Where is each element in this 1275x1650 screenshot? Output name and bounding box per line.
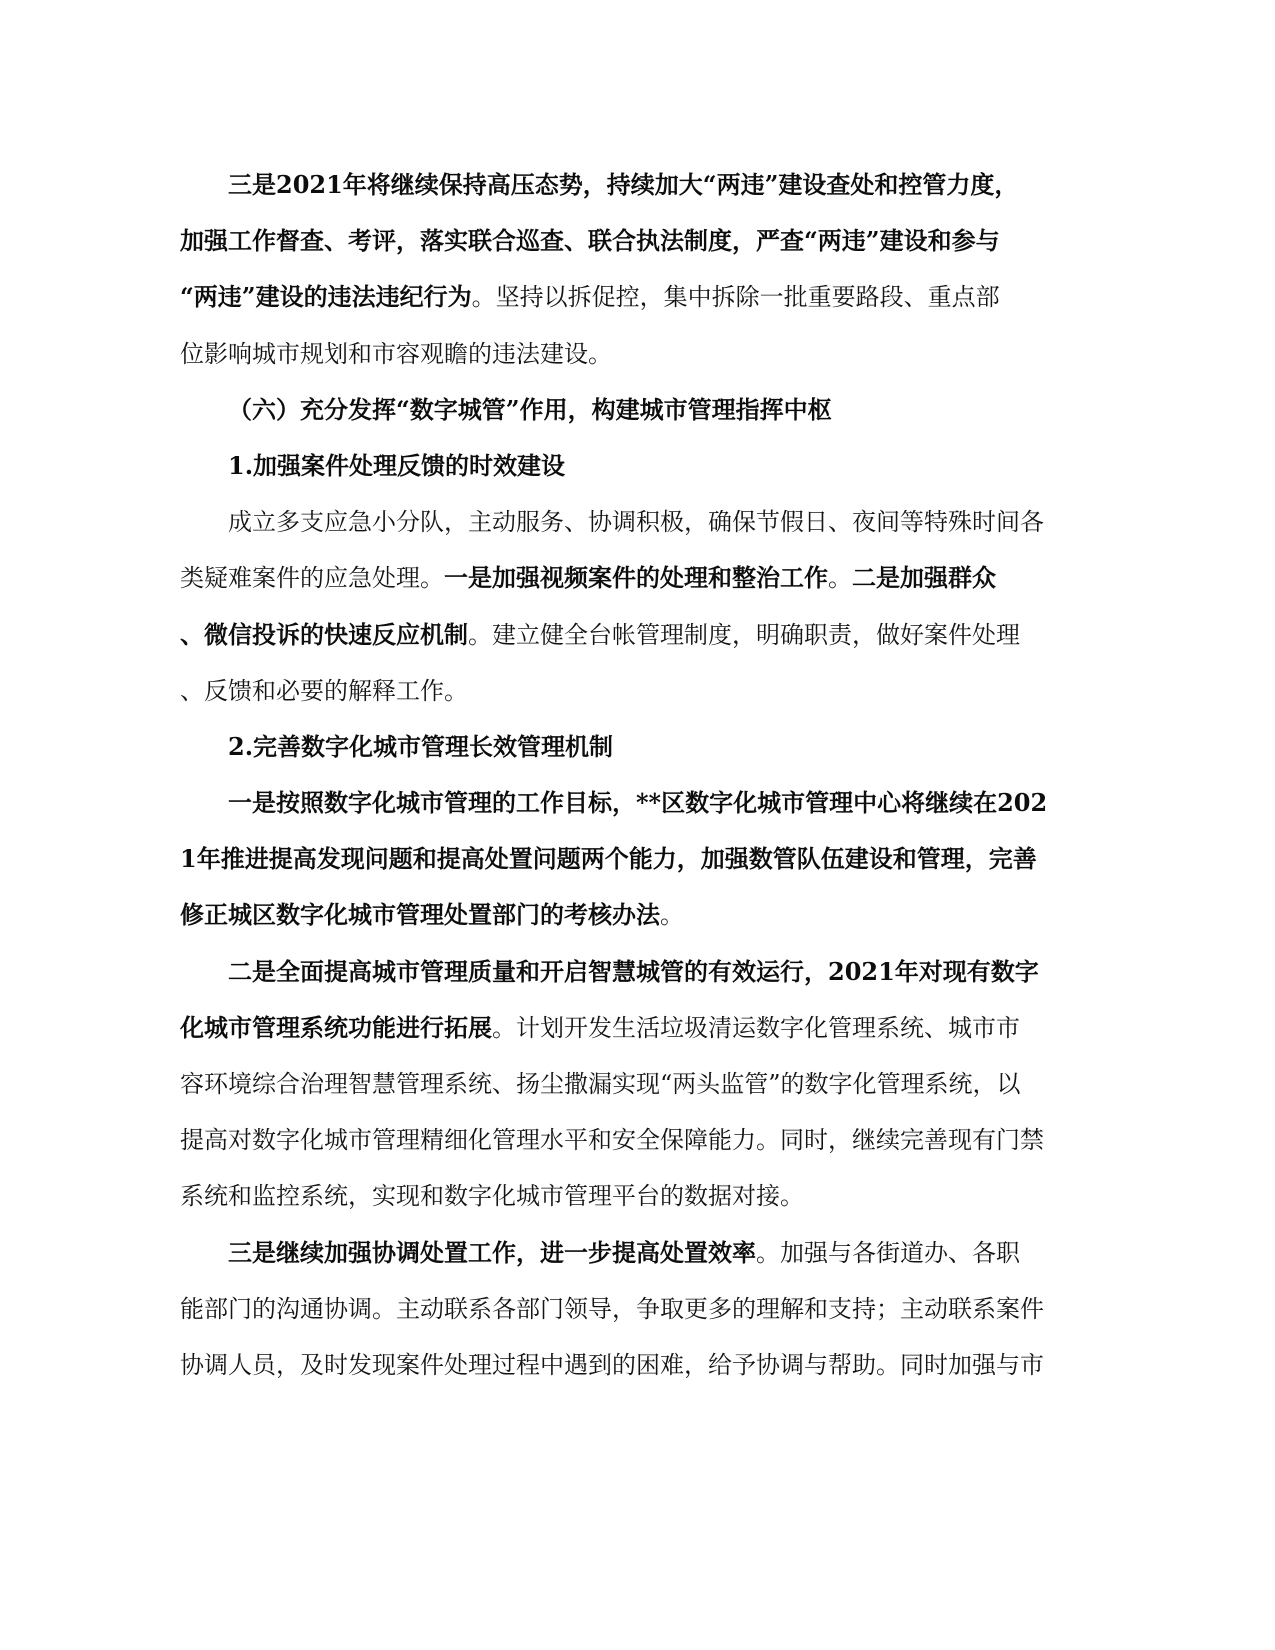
bold-text: 一是按照数字化城市管理的工作目标，**区数字化城市管理中心将继续在202 (228, 788, 1048, 818)
body-text: 、反馈和必要的解释工作。 (180, 676, 468, 705)
bold-text: 、微信投诉的快速反应机制 (180, 619, 468, 649)
document-body (180, 157, 1060, 1393)
text-line (180, 1225, 1060, 1281)
subsection-heading-text: 2.完善数字化城市管理长效管理机制 (228, 731, 614, 761)
section-heading-text: （六）充分发挥“数字城管”作用，构建城市管理指挥中枢 (228, 394, 832, 424)
bold-text: 化城市管理系统功能进行拓展 (180, 1012, 492, 1042)
subsection-heading (180, 438, 1060, 494)
text-line (180, 550, 1060, 606)
body-text: 。坚持以拆促控，集中拆除一批重要路段、重点部 (471, 283, 1000, 312)
text-line (180, 1281, 1060, 1337)
section-heading (180, 382, 1060, 438)
text-line (180, 775, 1060, 831)
subsection-heading-text: 1.加强案件处理反馈的时效建设 (228, 450, 566, 480)
body-text: 容环境综合治理智慧管理系统、扬尘撒漏实现“两头监管”的数字化管理系统，以 (180, 1070, 1021, 1098)
text-line (180, 1168, 1060, 1224)
text-line (180, 831, 1060, 887)
body-text: 。 (660, 901, 684, 930)
text-line (180, 213, 1060, 269)
text-line (180, 157, 1060, 213)
paragraph-point-one (180, 775, 1060, 944)
bold-text: 一是加强视频案件的处理和整治工作 (444, 563, 828, 593)
paragraph-demolition (180, 157, 1060, 382)
text-line (180, 1337, 1060, 1393)
text-line (180, 944, 1060, 1000)
body-text: 。 (828, 564, 852, 593)
body-text: 系统和监控系统，实现和数字化城市管理平台的数据对接。 (180, 1182, 804, 1211)
body-text: 。计划开发生活垃圾清运数字化管理系统、城市市 (492, 1013, 1020, 1042)
bold-text: “两违”建设的违法违纪行为 (180, 282, 472, 312)
body-text: 。建立健全台帐管理制度，明确职责，做好案件处理 (468, 620, 1020, 649)
text-line (180, 1056, 1060, 1112)
paragraph-case-handling (180, 494, 1060, 719)
body-text: 。加强与各街道办、各职 (756, 1238, 1020, 1267)
bold-text: 二是加强群众 (852, 563, 996, 593)
text-line (180, 269, 1060, 325)
text-line (180, 494, 1060, 550)
body-text: 协调人员，及时发现案件处理过程中遇到的困难，给予协调与帮助。同时加强与市 (180, 1350, 1044, 1379)
text-line (180, 887, 1060, 943)
subsection-heading (180, 719, 1060, 775)
text-line (180, 607, 1060, 663)
body-text: 类疑难案件的应急处理。 (180, 564, 444, 593)
body-text: 位影响城市规划和市容观瞻的违法建设。 (180, 339, 612, 368)
body-text: 提高对数字化城市管理精细化管理水平和安全保障能力。同时，继续完善现有门禁 (180, 1126, 1044, 1155)
paragraph-point-two (180, 944, 1060, 1225)
text-line (180, 1000, 1060, 1056)
paragraph-point-three (180, 1225, 1060, 1394)
bold-text: 三是继续加强协调处置工作，进一步提高处置效率 (228, 1237, 756, 1267)
bold-text: 1年推进提高发现问题和提高处置问题两个能力，加强数管队伍建设和管理，完善 (180, 844, 1037, 874)
bold-text: 二是全面提高城市管理质量和开启智慧城管的有效运行，2021年对现有数字 (228, 956, 1039, 986)
body-text: 成立多支应急小分队，主动服务、协调积极，确保节假日、夜间等特殊时间各 (228, 508, 1044, 537)
bold-text: 修正城区数字化城市管理处置部门的考核办法 (180, 900, 660, 930)
bold-text: 三是2021年将继续保持高压态势，持续加大“两违”建设查处和控管力度， (228, 170, 1019, 199)
text-line (180, 326, 1060, 382)
text-line (180, 1112, 1060, 1168)
text-line (180, 663, 1060, 719)
body-text: 能部门的沟通协调。主动联系各部门领导，争取更多的理解和支持；主动联系案件 (180, 1294, 1044, 1323)
bold-text: 加强工作督查、考评，落实联合巡查、联合执法制度，严查“两违”建设和参与 (180, 226, 1000, 256)
